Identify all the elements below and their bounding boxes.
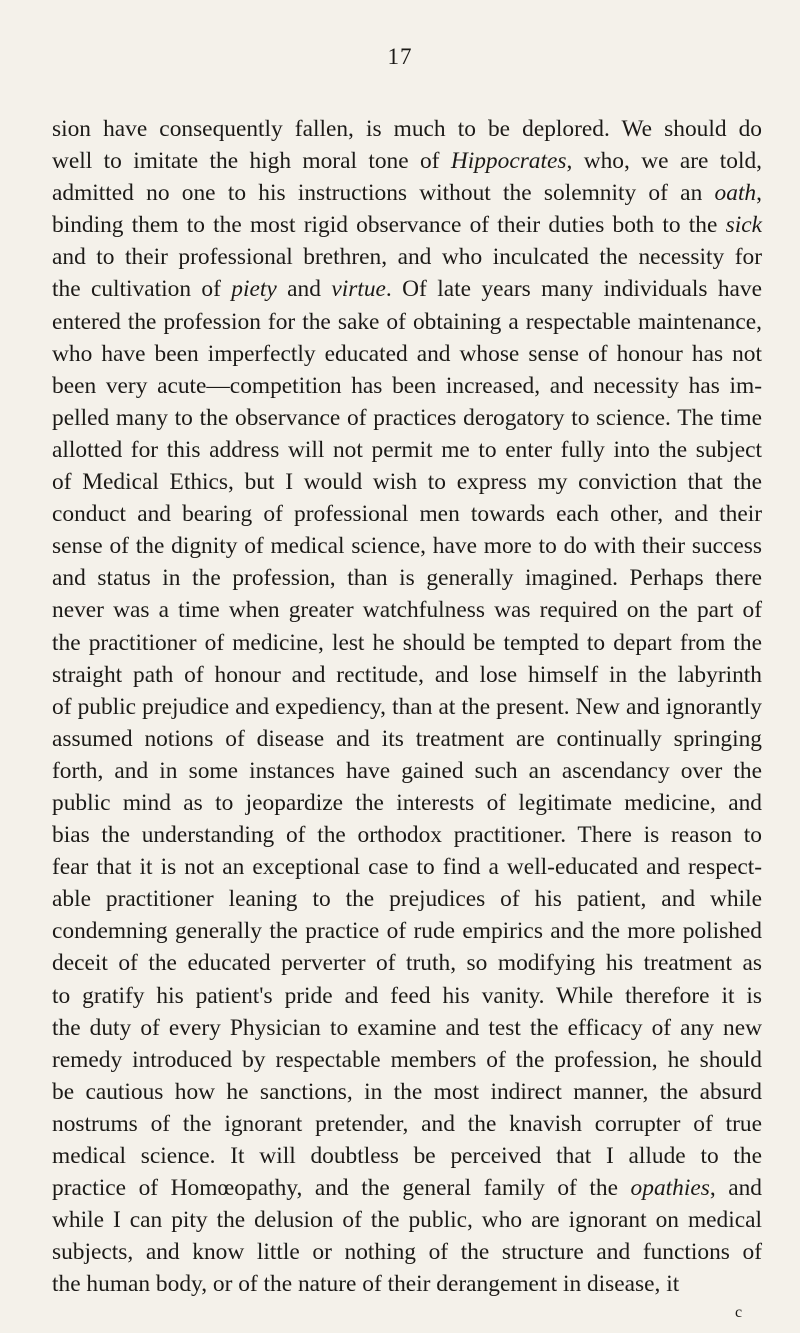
text-line: admitted no one to his instructions without the solemnity of an oath,: [52, 180, 762, 207]
text-line: of public prejudice and expediency, than at the present. New and ignorantly: [52, 693, 762, 720]
text-line: medical science. It will doubtless be perceived that I allude to the: [52, 1143, 762, 1169]
text-line: be cautious how he sanctions, in the most indirect manner, the absurd: [52, 1078, 762, 1105]
page-number: 17: [387, 44, 413, 69]
text-line: well to imitate the high moral tone of Hippocrates, who, we are told,: [52, 148, 762, 175]
text-line: nostrums of the ignorant pretender, and the knavish corrupter of true: [52, 1110, 762, 1137]
text-line: forth, and in some instances have gained such an ascendancy over the: [52, 757, 762, 784]
text-line: and to their professional brethren, and who inculcated the necessity for: [52, 244, 762, 271]
text-line: conduct and bearing of professional men towards each other, and their: [52, 501, 762, 528]
text-line: fear that it is not an exceptional case to find a well-educated and respect-: [52, 854, 762, 881]
text-line: public mind as to jeopardize the interests of legitimate medicine, and: [52, 789, 762, 816]
text-line: sense of the dignity of medical science, have more to do with their success: [52, 533, 762, 560]
text-line: allotted for this address will not permit me to enter fully into the subject: [52, 436, 762, 463]
text-line: who have been imperfectly educated and whose sense of honour has not: [52, 340, 762, 367]
text-line: and status in the profession, than is generally imagined. Perhaps there: [52, 565, 762, 592]
signature-mark: c: [735, 1304, 743, 1321]
text-line: subjects, and know little or nothing of the structure and functions of: [52, 1239, 762, 1266]
text-line: binding them to the most rigid observance of their duties both to the sick: [52, 212, 762, 239]
text-line: assumed notions of disease and its treatment are continually springing: [52, 725, 762, 752]
text-line: sion have consequently fallen, is much to be deplored. We should do: [52, 116, 762, 142]
text-line: the practitioner of medicine, lest he should be tempted to depart from the: [52, 629, 762, 656]
text-line: straight path of honour and rectitude, and lose himself in the labyrinth: [52, 661, 762, 688]
text-line: of Medical Ethics, but I would wish to express my conviction that the: [52, 469, 762, 496]
text-line: practice of Homœopathy, and the general family of the opathies, and: [52, 1175, 762, 1202]
text-line: the duty of every Physician to examine and test the efficacy of any new: [52, 1014, 762, 1041]
text-line: to gratify his patient's pride and feed his vanity. While therefore it is: [52, 982, 762, 1009]
text-line: while I can pity the delusion of the public, who are ignorant on medical: [52, 1207, 762, 1234]
text-line: pelled many to the observance of practices derogatory to science. The time: [52, 404, 762, 431]
text-line: the human body, or of the nature of their derangement in disease, it: [52, 1271, 680, 1298]
text-line: able practitioner leaning to the prejudices of his patient, and while: [52, 886, 762, 913]
text-line: remedy introduced by respectable members of the profession, he should: [52, 1046, 762, 1073]
text-line: the cultivation of piety and virtue. Of late years many individuals have: [52, 276, 762, 303]
text-line: never was a time when greater watchfulness was required on the part of: [52, 597, 762, 624]
text-line: entered the profession for the sake of obtaining a respectable maintenance,: [52, 308, 762, 335]
text-line: deceit of the educated perverter of truth, so modifying his treatment as: [52, 950, 762, 977]
text-line: condemning generally the practice of rude empirics and the more polished: [52, 918, 762, 945]
text-line: bias the understanding of the orthodox practitioner. There is reason to: [52, 822, 762, 849]
body-text: [52, 113, 762, 1300]
text-line: been very acute—competition has been increased, and necessity has im-: [52, 372, 762, 399]
